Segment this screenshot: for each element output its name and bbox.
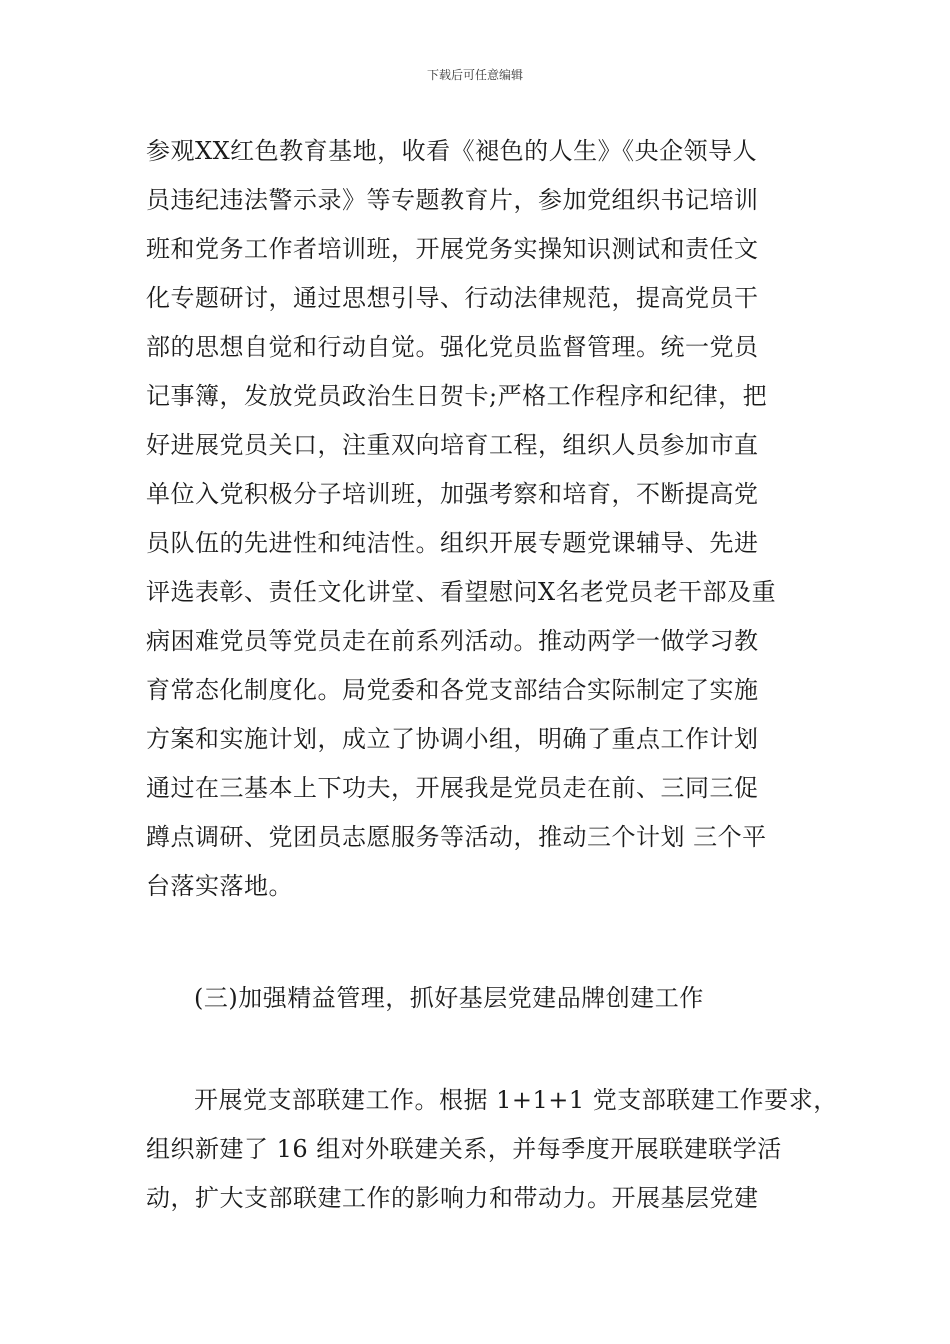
paragraph-line: 员队伍的先进性和纯洁性。组织开展专题党课辅导、先进 xyxy=(146,529,759,557)
paragraph-line: 员违纪违法警示录》等专题教育片，参加党组织书记培训 xyxy=(146,186,759,214)
paragraph-line: 参观XX红色教育基地，收看《褪色的人生》《央企领导人 xyxy=(146,137,758,165)
section-heading-text: (三)加强精益管理，抓好基层党建品牌创建工作 xyxy=(194,984,704,1012)
section-heading xyxy=(146,974,826,1023)
paragraph-line: 记事簿，发放党员政治生日贺卡;严格工作程序和纪律，把 xyxy=(146,382,768,410)
paragraph-line: 好进展党员关口，注重双向培育工程，组织人员参加市直 xyxy=(146,431,759,459)
paragraph-line: 开展党支部联建工作。根据 1+1+1 党支部联建工作要求， xyxy=(194,1086,838,1114)
paragraph-line: 育常态化制度化。局党委和各党支部结合实际制定了实施 xyxy=(146,676,759,704)
body-paragraph xyxy=(146,127,826,911)
paragraph-line: 化专题研讨，通过思想引导、行动法律规范，提高党员干 xyxy=(146,284,759,312)
paragraph-line: 单位入党积极分子培训班，加强考察和培育，不断提高党 xyxy=(146,480,759,508)
paragraph-line: 组织新建了 16 组对外联建关系，并每季度开展联建联学活 xyxy=(146,1135,782,1163)
paragraph-line: 班和党务工作者培训班，开展党务实操知识测试和责任文 xyxy=(146,235,759,263)
body-paragraph xyxy=(146,1076,838,1223)
paragraph-line: 蹲点调研、党团员志愿服务等活动，推动三个计划 三个平 xyxy=(146,823,767,851)
paragraph-line: 部的思想自觉和行动自觉。强化党员监督管理。统一党员 xyxy=(146,333,759,361)
paragraph-line: 方案和实施计划，成立了协调小组，明确了重点工作计划 xyxy=(146,725,759,753)
page-header: 下载后可任意编辑 xyxy=(426,68,523,82)
paragraph-line: 动，扩大支部联建工作的影响力和带动力。开展基层党建 xyxy=(146,1184,759,1212)
paragraph-line: 通过在三基本上下功夫，开展我是党员走在前、三同三促 xyxy=(146,774,759,802)
paragraph-line: 病困难党员等党员走在前系列活动。推动两学一做学习教 xyxy=(146,627,759,655)
paragraph-line: 评选表彰、责任文化讲堂、看望慰问X名老党员老干部及重 xyxy=(146,578,777,606)
paragraph-line: 台落实落地。 xyxy=(146,872,293,900)
